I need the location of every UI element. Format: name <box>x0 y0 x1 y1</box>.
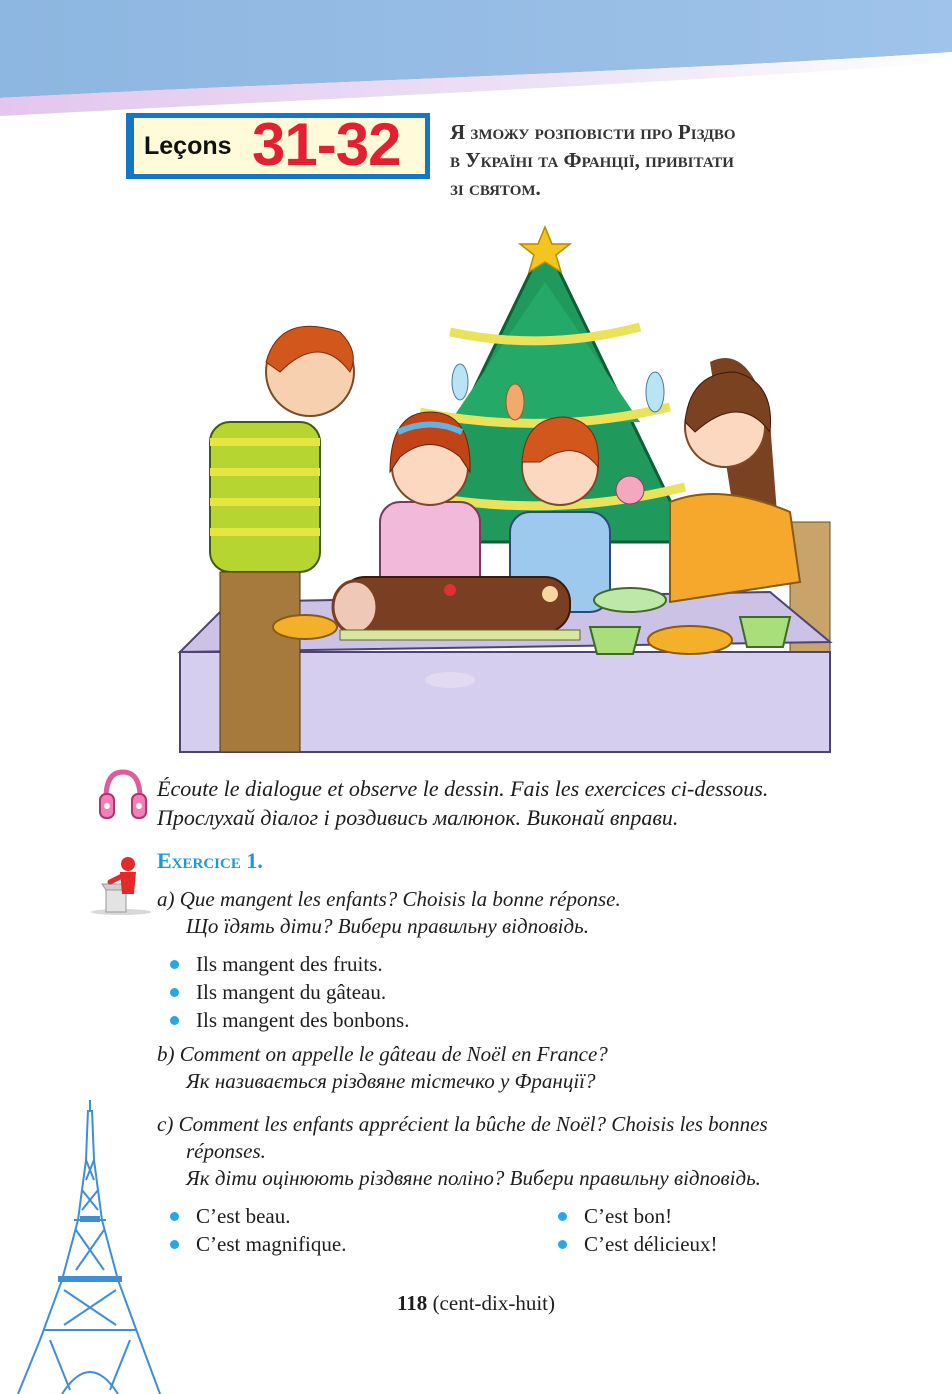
list-item: Ils mangent du gâteau. <box>168 978 409 1006</box>
question-b-fr: b) Comment on appelle le gâteau de Noël en France? <box>157 1042 608 1066</box>
question-c-ua: Як діти оцінюють різдвяне поліно? Вибери правильну відповідь. <box>186 1166 761 1190</box>
bullet-icon <box>558 1240 567 1249</box>
list-item: C’est délicieux! <box>556 1230 718 1258</box>
page-number <box>0 1291 952 1316</box>
question-a-fr: a) Que mangent les enfants? Choisis la bonne réponse. <box>157 887 621 911</box>
page-number-words: (cent-dix-huit) <box>432 1291 556 1315</box>
exercise-title: Exercice 1. <box>157 848 263 873</box>
question-a <box>157 886 621 940</box>
question-c <box>157 1111 768 1192</box>
bullet-icon <box>170 988 179 997</box>
objective-line: зі святом. <box>450 176 541 200</box>
list-item: Ils mangent des bonbons. <box>168 1006 409 1034</box>
question-c-fr: c) Comment les enfants apprécient la bûche de Noël? Choisis les bonnes <box>157 1112 768 1136</box>
objective-line: в Україні та Франції, привітати <box>450 148 734 172</box>
page-number-digits: 118 <box>396 1291 428 1315</box>
question-b <box>157 1041 608 1095</box>
objective-line: Я зможу розповісти про Різдво <box>450 120 736 144</box>
headphones-icon <box>98 766 148 824</box>
lesson-badge <box>126 113 430 179</box>
christmas-scene-illustration <box>150 222 850 762</box>
instruction-fr: Écoute le dialogue et observe le dessin. Fais les exercices ci-dessous. <box>157 776 769 801</box>
list-item: Ils mangent des fruits. <box>168 950 409 978</box>
question-c-fr-cont: réponses. <box>186 1139 266 1163</box>
question-b-ua: Як називається різдвяне тістечко у Франції? <box>186 1069 596 1093</box>
listening-instruction <box>157 774 768 832</box>
answer-list-a <box>168 950 409 1034</box>
list-item: C’est magnifique. <box>168 1230 346 1258</box>
list-item: C’est bon! <box>556 1202 718 1230</box>
question-a-ua: Що їдять діти? Вибери правильну відповідь. <box>186 914 589 938</box>
bullet-icon <box>170 1016 179 1025</box>
list-item: C’est beau. <box>168 1202 346 1230</box>
eiffel-tower-icon <box>10 1100 200 1394</box>
lesson-number: 31-32 <box>252 111 401 178</box>
answer-list-c-right <box>556 1202 718 1258</box>
instruction-ua: Прослухай діалог і роздивись малюнок. Виконай вправи. <box>157 805 679 830</box>
speaker-figure-icon <box>88 852 154 916</box>
lesson-objective <box>450 118 870 202</box>
bullet-icon <box>170 960 179 969</box>
bullet-icon <box>558 1212 567 1221</box>
top-banner <box>0 0 952 118</box>
lesson-word: Leçons <box>144 132 232 160</box>
